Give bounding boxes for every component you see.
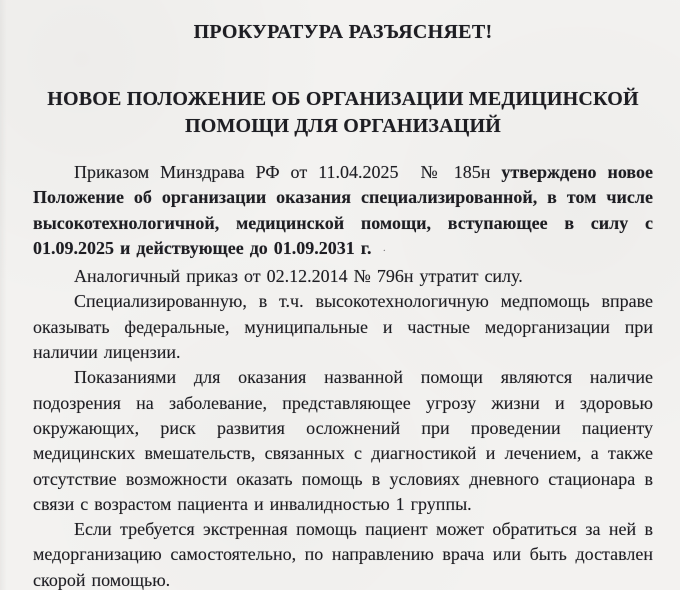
text-segment: Специализированную, в т.ч. высокотехнологичную медпомощь вправе оказывать федеральные, муниципальные и частные медорганизации при наличии лицензии. xyxy=(33,291,653,363)
document-title: ПРОКУРАТУРА РАЗЪЯСНЯЕТ! xyxy=(193,21,493,43)
paragraph xyxy=(33,289,653,365)
heading-line: НОВОЕ ПОЛОЖЕНИЕ ОБ ОРГАНИЗАЦИИ МЕДИЦИНСКОЙ xyxy=(47,88,639,110)
scan-artifact-dot: · xyxy=(382,244,387,257)
text-segment: Аналогичный приказ от 02.12.2014 № 796н утратит силу. xyxy=(74,266,523,287)
paragraph xyxy=(33,365,653,517)
text-segment: Приказом Минздрава РФ от 11.04.2025 № 185н xyxy=(74,162,502,182)
paragraph xyxy=(33,517,653,590)
bold-text-segment: утверждено новое Положение об организации оказания специализированной, в том числе высокотехнологичной, медицинской помощи, вступающее в силу с 01.09.2025 и действующее до 01.09.2031 г. xyxy=(33,162,653,258)
document-body xyxy=(33,160,653,590)
document-heading xyxy=(33,86,653,140)
paragraph xyxy=(33,160,653,264)
paragraph xyxy=(33,264,653,289)
text-segment: Если требуется экстренная помощь пациент может обратиться за ней в медорганизацию самостоятельно, по направлению врача или быть доставлен скорой помощью. xyxy=(33,519,653,590)
heading-line: ПОМОЩИ ДЛЯ ОРГАНИЗАЦИЙ xyxy=(184,115,502,137)
text-segment: Показаниями для оказания названной помощи являются наличие подозрения на заболевание, представляющее угрозу жизни и здоровью окружающих, риск развития осложнений при проведении пациенту медицинских вмешательств, связанных с диагностикой и лечением, а также отсутствие возможности оказать помощь в условиях дневного стационара в связи с возрастом пациента и инвалидностью 1 группы. xyxy=(33,367,653,514)
